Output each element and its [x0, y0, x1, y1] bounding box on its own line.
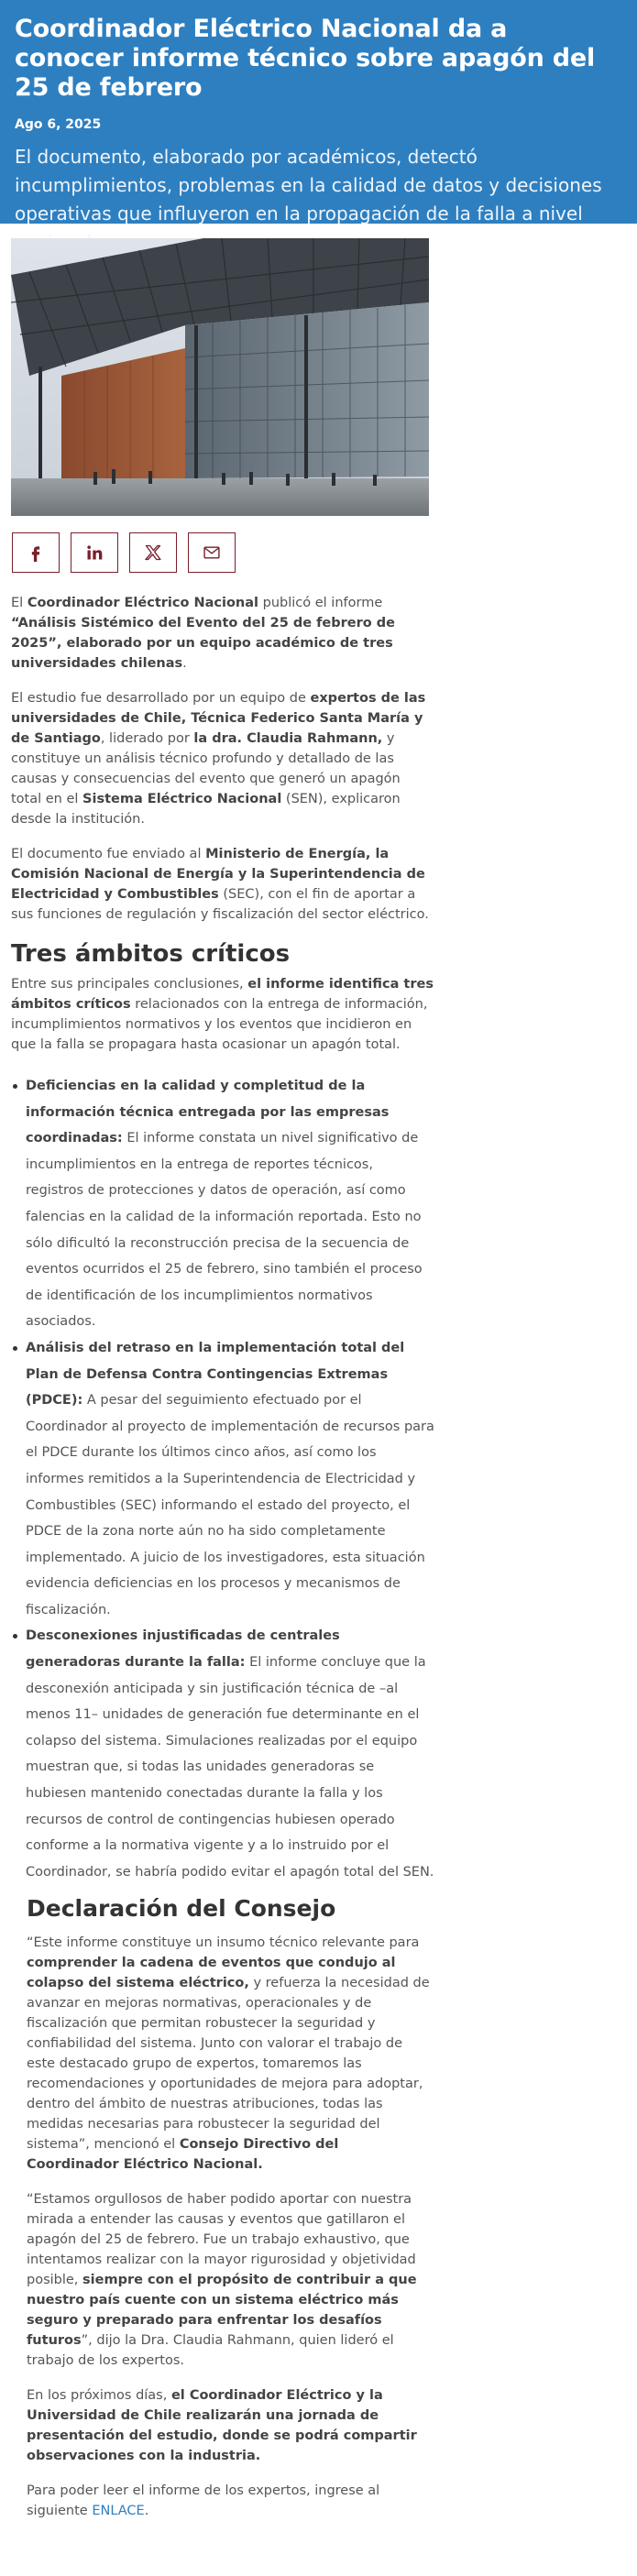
article-date: Ago 6, 2025 — [15, 117, 102, 132]
article-body — [0, 224, 445, 2521]
critical-areas-list — [11, 1073, 434, 1885]
share-bar — [12, 532, 434, 573]
paragraph-presentation: En los próximos días, el Coordinador Eléctrico y la Universidad de Chile realizarán una jornada de presentación del estudio, donde se podrá compartir observaciones con la industria. — [27, 2388, 417, 2464]
x-icon — [144, 543, 162, 562]
list-item: Deficiencias en la calidad y completitud de la información técnica entregada por las empresas coordinadas: El informe constata un nivel significativo de incumplimientos en la entrega de reportes técnicos, registros de protecciones y datos de operación, así como falencias en la calidad de la información reportada. Esto no sólo dificultó la reconstrucción precisa de la secuencia de eventos ocurridos el 25 de febrero, sino también el proceso de identificación de los incumplimientos normativos asociados. — [11, 1073, 434, 1335]
paragraph-council-quote: “Este informe constituye un insumo técnico relevante para comprender la cadena de eventos que condujo al colapso del sistema eléctrico, y refuerza la necesidad de avanzar en mejoras normativas, operacionales y de fiscalización que permitan robustecer la seguridad y confiabilidad del sistema. Junto con valorar el trabajo de este destacado grupo de expertos, tomaremos las recomendaciones y oportunidades de mejora para adoptar, dentro del ámbito de nuestras atribuciones, todas las medidas necesarias para robustecer la seguridad del sistema”, mencionó el Consejo Directivo del Coordinador Eléctrico Nacional. — [27, 1935, 430, 2173]
share-linkedin-button[interactable] — [71, 532, 118, 573]
article-photo — [11, 238, 429, 516]
paragraph-conclusions: Entre sus principales conclusiones, el informe identifica tres ámbitos críticos relacionados con la entrega de información, incumplimientos normativos y los eventos que incidieron en que la falla se propagara hasta ocasionar un apagón total. — [11, 977, 434, 1052]
share-x-button[interactable] — [129, 532, 177, 573]
paragraph-sent: El documento fue enviado al Ministerio de Energía, la Comisión Nacional de Energía y la Superintendencia de Electricidad y Combustibles (SEC), con el fin de aportar a sus funciones de regulación y fiscalización del sector eléctrico. — [11, 847, 429, 922]
facebook-icon — [27, 543, 45, 562]
council-section — [11, 1894, 434, 2521]
paragraph-study: El estudio fue desarrollado por un equipo de expertos de las universidades de Chile, Técnica Federico Santa María y de Santiago, liderado por la dra. Claudia Rahmann, y constituye un análisis técnico profundo y detallado de las causas y consecuencias del evento que generó un apagón total en el Sistema Eléctrico Nacional (SEN), explicaron desde la institución. — [11, 691, 426, 827]
share-facebook-button[interactable] — [12, 532, 60, 573]
paragraph-rahmann-quote: “Estamos orgullosos de haber podido aportar con nuestra mirada a entender las causas y eventos que gatillaron el apagón del 25 de febrero. Fue un trabajo exhaustivo, que intentamos realizar con la mayor rigurosidad y objetividad posible, siempre con el propósito de contribuir a que nuestro país cuente con un sistema eléctrico más seguro y preparado para enfrentar los desafíos futuros”, dijo la Dra. Claudia Rahmann, quien lideró el trabajo de los expertos. — [27, 2192, 417, 2369]
report-link[interactable]: ENLACE — [92, 2504, 145, 2519]
paragraph-report-link: Para poder leer el informe de los expertos, ingrese al siguiente ENLACE. — [27, 2483, 380, 2519]
article-title: Coordinador Eléctrico Nacional da a conocer informe técnico sobre apagón del 25 de febrero — [15, 15, 596, 102]
article-lead: El documento, elaborado por académicos, detectó incumplimientos, problemas en la calidad de datos y decisiones operativas que influyeron en la propagación de la falla a nivel — [15, 146, 602, 225]
section-title-critical-areas: Tres ámbitos críticos — [11, 940, 291, 968]
linkedin-icon — [85, 543, 104, 562]
list-item: Análisis del retraso en la implementación total del Plan de Defensa Contra Contingencias Extremas (PDCE): A pesar del seguimiento efectuado por el Coordinador al proyecto de implementación de recursos para el PDCE durante los últimos cinco años, así como los informes remitidos a la Superintendencia de Electricidad y Combustibles (SEC) informando el estado del proyecto, el PDCE de la zona norte aún no ha sido completamente implementado. A juicio de los investigadores, esta situación evidencia deficiencias en los procesos y mecanismos de fiscalización. — [11, 1335, 434, 1624]
share-email-button[interactable] — [188, 532, 236, 573]
list-item: Desconexiones injustificadas de centrales generadoras durante la falla: El informe concluye que la desconexión anticipada y sin justificación técnica de –al menos 11– unidades de generación fue determinante en el colapso del sistema. Simulaciones realizadas por el equipo muestran que, si todas las unidades generadoras se hubiesen mantenido conectadas durante la falla y los recursos de control de contingencias hubiesen operado conforme a la normativa vigente y a lo instruido por el Coordinador, se habría podido evitar el apagón total del SEN. — [11, 1623, 434, 1885]
email-icon — [202, 543, 222, 562]
section-title-council: Declaración del Consejo — [27, 1895, 336, 1923]
paragraph-intro: El Coordinador Eléctrico Nacional publicó el informe “Análisis Sistémico del Evento del 25 de febrero de 2025”, elaborado por un equipo académico de tres universidades chilenas. — [11, 596, 395, 671]
article-header — [0, 0, 637, 224]
